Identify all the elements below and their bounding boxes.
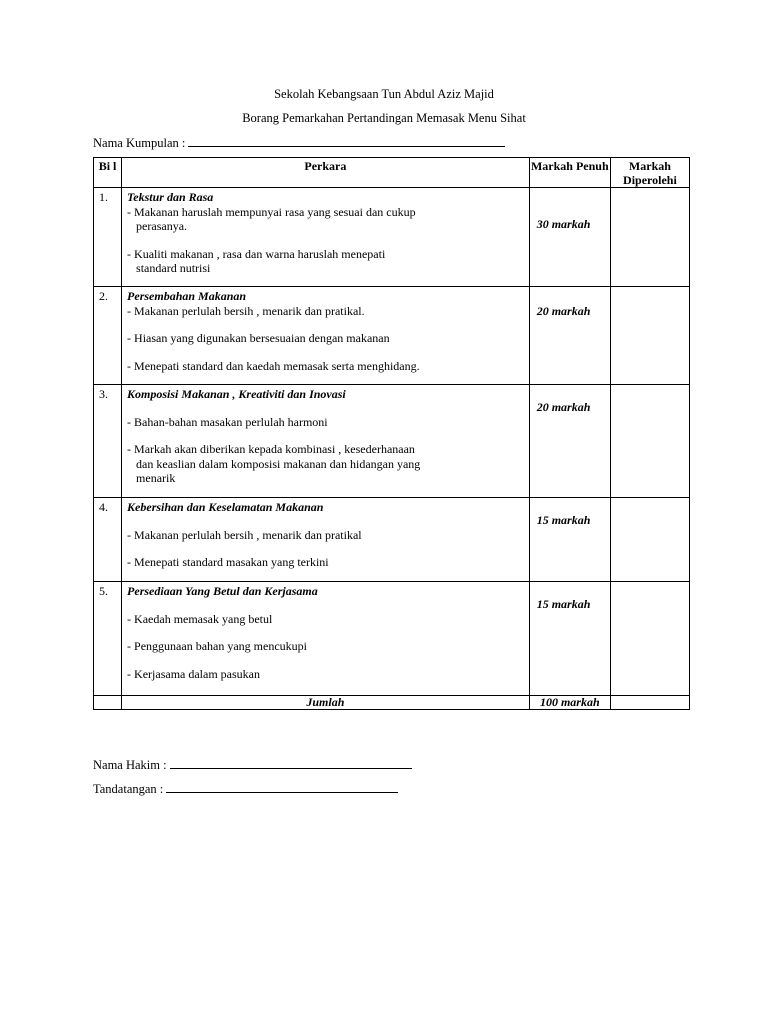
group-name-line [93, 135, 505, 151]
criteria-heading: Persembahan Makanan [127, 289, 247, 303]
row-number: 4. [94, 498, 122, 582]
table-row [94, 498, 690, 582]
criteria-cell [122, 582, 530, 696]
table-row [94, 582, 690, 696]
row-number: 3. [94, 385, 122, 498]
criteria-item: - Makanan perlulah bersih , menarik dan pratikal. [127, 303, 365, 318]
criteria-cell [122, 385, 530, 498]
header-markah-diperolehi: Markah Diperolehi [610, 158, 689, 188]
table-row [94, 188, 690, 287]
total-full-marks: 100 markah [529, 696, 610, 710]
criteria-heading: Persediaan Yang Betul dan Kerjasama [127, 584, 318, 598]
table-header-row [94, 158, 690, 188]
table-row [94, 385, 690, 498]
criteria-cell [122, 287, 530, 385]
obtained-marks-cell[interactable] [610, 498, 689, 582]
criteria-item: - Kaedah memasak yang betul [127, 611, 273, 626]
header-markah-penuh: Markah Penuh [529, 158, 610, 188]
row-number: 5. [94, 582, 122, 696]
school-name: Sekolah Kebangsaan Tun Abdul Aziz Majid [274, 87, 494, 101]
total-row [94, 696, 690, 710]
criteria-heading: Komposisi Makanan , Kreativiti dan Inovasi [127, 387, 346, 401]
obtained-marks-cell[interactable] [610, 582, 689, 696]
header-bil: Bi l [94, 158, 122, 188]
criteria-item: - Markah akan diberikan kepada kombinasi , kesederhanaan dan keaslian dalam komposisi makanan dan hidangan yang menarik [127, 442, 421, 485]
full-marks: 20 markah [529, 385, 610, 498]
criteria-heading: Kebersihan dan Keselamatan Makanan [127, 500, 324, 514]
criteria-item: - Bahan-bahan masakan perlulah harmoni [127, 414, 328, 429]
criteria-item: - Penggunaan bahan yang mencukupi [127, 639, 307, 653]
signature-label: Tandatangan : [93, 782, 164, 796]
scoring-table [93, 157, 690, 710]
group-name-label: Nama Kumpulan : [93, 136, 186, 150]
table-row [94, 287, 690, 385]
signature-blank[interactable] [166, 781, 398, 793]
judge-name-label: Nama Hakim : [93, 758, 167, 772]
row-number: 1. [94, 188, 122, 287]
row-number: 2. [94, 287, 122, 385]
obtained-marks-cell[interactable] [610, 287, 689, 385]
total-bil-cell [94, 696, 122, 710]
obtained-marks-cell[interactable] [610, 188, 689, 287]
criteria-item: - Kerjasama dalam pasukan [127, 666, 260, 681]
full-marks: 15 markah [529, 582, 610, 696]
criteria-cell [122, 188, 530, 287]
group-name-blank[interactable] [188, 135, 505, 147]
judge-name-blank[interactable] [170, 757, 412, 769]
total-label: Jumlah [122, 696, 530, 710]
criteria-item: - Makanan haruslah mempunyai rasa yang sesuai dan cukup perasanya. [127, 204, 416, 233]
criteria-heading: Tekstur dan Rasa [127, 190, 214, 204]
full-marks: 30 markah [529, 188, 610, 287]
criteria-item: - Makanan perlulah bersih , menarik dan pratikal [127, 527, 362, 542]
signature-line [93, 781, 398, 797]
total-obtained-cell[interactable] [610, 696, 689, 710]
judge-name-line [93, 757, 412, 773]
criteria-item: - Menepati standard masakan yang terkini [127, 555, 329, 569]
header-perkara: Perkara [122, 158, 530, 188]
obtained-marks-cell[interactable] [610, 385, 689, 498]
criteria-item: - Kualiti makanan , rasa dan warna haruslah menepati standard nutrisi [127, 246, 386, 275]
criteria-cell [122, 498, 530, 582]
form-title: Borang Pemarkahan Pertandingan Memasak Menu Sihat [242, 111, 526, 125]
criteria-item: - Hiasan yang digunakan bersesuaian dengan makanan [127, 331, 390, 345]
full-marks: 20 markah [529, 287, 610, 385]
criteria-item: - Menepati standard dan kaedah memasak serta menghidang. [127, 358, 420, 373]
full-marks: 15 markah [529, 498, 610, 582]
